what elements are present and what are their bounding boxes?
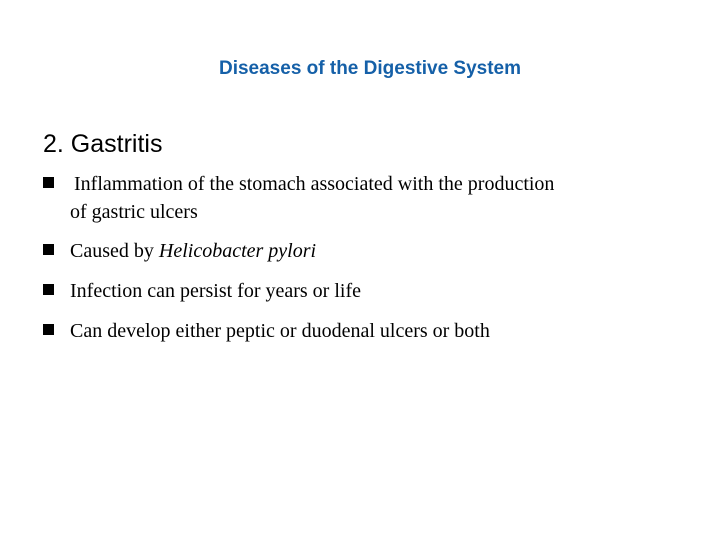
bullet-item bbox=[43, 277, 683, 305]
organism-name: Helicobacter pylori bbox=[158, 240, 317, 262]
bullet-text: Can develop either peptic or duodenal ulcers or both bbox=[70, 320, 490, 342]
bullet-text-line bbox=[70, 170, 683, 198]
square-bullet-icon bbox=[43, 324, 54, 335]
bullet-item bbox=[43, 237, 683, 265]
bullet-item bbox=[43, 317, 683, 345]
square-bullet-icon bbox=[43, 244, 54, 255]
bullet-text: Caused by bbox=[70, 240, 159, 262]
square-bullet-icon bbox=[43, 177, 54, 188]
bullet-text: Infection can persist for years or life bbox=[70, 280, 361, 302]
bullet-text: Inflammation of the stomach associated with the production bbox=[74, 173, 555, 195]
section-heading: 2. Gastritis bbox=[43, 130, 163, 158]
bullet-list bbox=[43, 170, 683, 357]
square-bullet-icon bbox=[43, 284, 54, 295]
bullet-text-line: of gastric ulcers bbox=[70, 201, 198, 223]
bullet-item bbox=[43, 170, 683, 226]
slide-title: Diseases of the Digestive System bbox=[218, 58, 522, 79]
